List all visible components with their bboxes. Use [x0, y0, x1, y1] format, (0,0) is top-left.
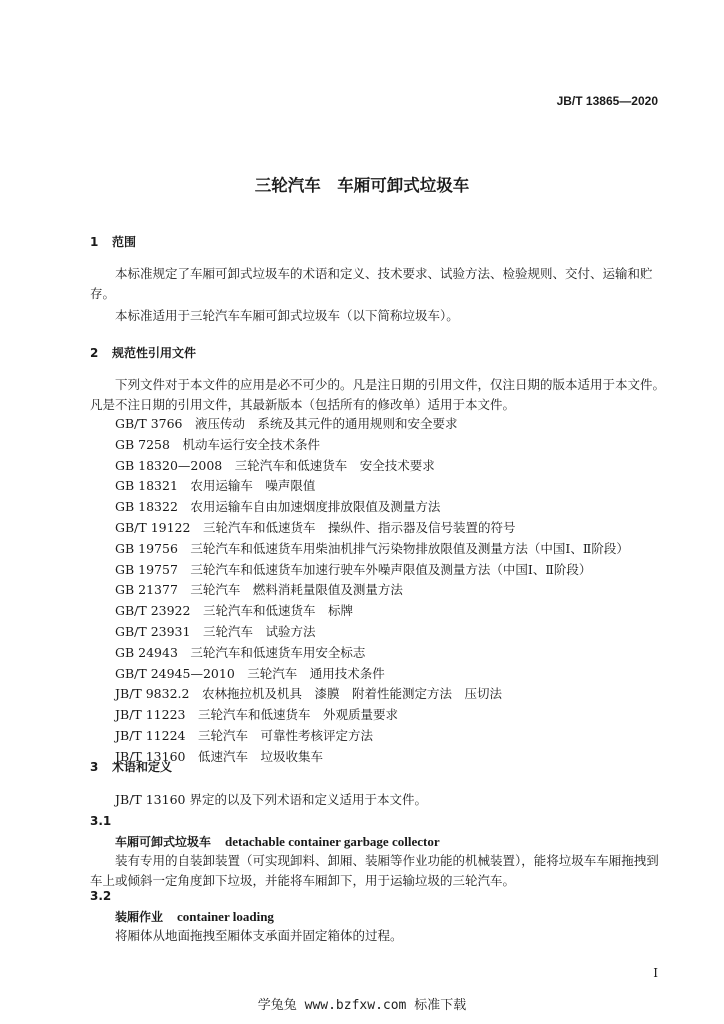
reference-item: GB 19757 三轮汽车和低速货车加速行驶车外噪声限值及测量方法（中国Ⅰ、Ⅱ阶段） [115, 561, 592, 577]
reference-item: GB/T 23931 三轮汽车 试验方法 [115, 623, 316, 639]
document-title: 三轮汽车 车厢可卸式垃圾车 [254, 176, 470, 195]
footer-watermark: 学兔兔 www.bzfxw.com 标准下载 [257, 998, 467, 1013]
term-zh: 车厢可卸式垃圾车 [115, 835, 212, 849]
reference-item: GB/T 19122 三轮汽车和低速货车 操纵件、指示器及信号装置的符号 [115, 519, 516, 535]
reference-item: GB 24943 三轮汽车和低速货车用安全标志 [115, 644, 366, 660]
section-1-heading [90, 233, 136, 250]
section-2-heading [90, 344, 196, 361]
reference-item: GB/T 24945—2010 三轮汽车 通用技术条件 [115, 665, 385, 681]
reference-item: GB 18322 农用运输车自由加速烟度排放限值及测量方法 [115, 499, 441, 515]
term-definition: 装有专用的自装卸装置（可实现卸料、卸厢、装厢等作业功能的机械装置），能将垃圾车车厢拖拽到车上或倾斜一定角度卸下垃圾，并能将车厢卸下，用于运输垃圾的三轮汽车。 [90, 853, 659, 888]
term-zh: 装厢作业 [115, 910, 164, 924]
refs-intro: 下列文件对于本文件的应用是必不可少的。凡是注日期的引用文件，仅注日期的版本适用于本文件。凡是不注日期的引用文件，其最新版本（包括所有的修改单）适用于本文件。 [90, 377, 666, 412]
scope-paragraph-2: 本标准适用于三轮汽车车厢可卸式垃圾车（以下简称垃圾车）。 [115, 308, 459, 323]
reference-item: GB/T 3766 液压传动 系统及其元件的通用规则和安全要求 [115, 416, 458, 431]
section-number: 2 [90, 346, 99, 360]
reference-item: GB 21377 三轮汽车 燃料消耗量限值及测量方法 [115, 582, 403, 598]
section-title: 范围 [112, 235, 137, 249]
standard-code: JB/T 13865—2020 [556, 94, 658, 108]
term-number: 3.1 [90, 814, 112, 828]
page-number: I [653, 966, 658, 980]
reference-item: JB/T 9832.2 农林拖拉机及机具 漆膜 附着性能测定方法 压切法 [115, 686, 502, 702]
section-number: 3 [90, 760, 99, 774]
reference-item: GB 7258 机动车运行安全技术条件 [115, 436, 320, 452]
reference-list [115, 414, 629, 768]
term-number: 3.2 [90, 889, 112, 903]
section-title: 规范性引用文件 [112, 346, 197, 360]
reference-item: GB/T 23922 三轮汽车和低速货车 标牌 [115, 603, 353, 619]
terms-intro: JB/T 13160 界定的以及下列术语和定义适用于本文件。 [115, 792, 427, 807]
reference-item: GB 19756 三轮汽车和低速货车用柴油机排气污染物排放限值及测量方法（中国Ⅰ、Ⅱ阶段） [115, 540, 629, 556]
term-heading [115, 908, 274, 925]
reference-item: JB/T 11224 三轮汽车 可靠性考核评定方法 [115, 727, 373, 743]
term-en: container loading [177, 909, 274, 924]
reference-item: GB 18320—2008 三轮汽车和低速货车 安全技术要求 [115, 457, 435, 473]
reference-item: JB/T 11223 三轮汽车和低速货车 外观质量要求 [115, 707, 398, 723]
term-en: detachable container garbage collector [225, 834, 440, 849]
term-definition: 将厢体从地面拖拽至厢体支承面并固定箱体的过程。 [115, 928, 403, 943]
section-3-heading [90, 758, 172, 775]
section-number: 1 [90, 235, 99, 249]
reference-item: GB 18321 农用运输车 噪声限值 [115, 478, 316, 494]
scope-paragraph-1: 本标准规定了车厢可卸式垃圾车的术语和定义、技术要求、试验方法、检验规则、交付、运输和贮存。 [90, 266, 653, 301]
term-heading [115, 833, 440, 850]
reference-item: JB/T 13160 低速汽车 垃圾收集车 [115, 748, 323, 764]
section-title: 术语和定义 [112, 760, 173, 774]
